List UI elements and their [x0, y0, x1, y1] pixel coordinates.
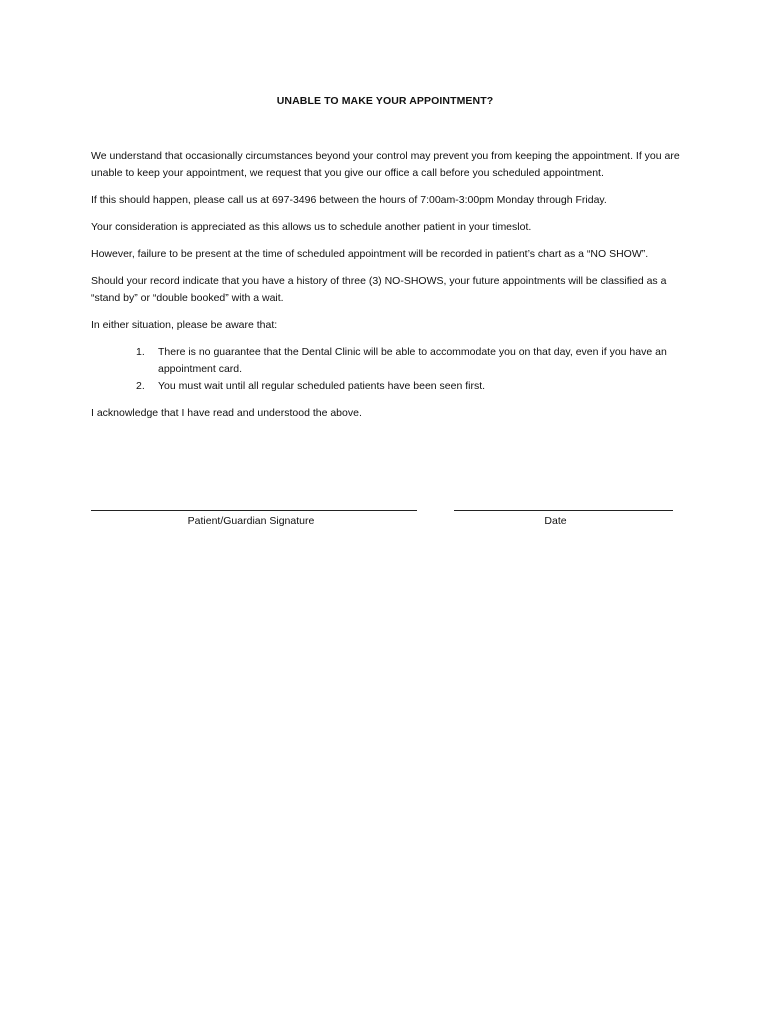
patient-signature-label: Patient/Guardian Signature: [187, 515, 315, 527]
list-item-number: 1.: [136, 346, 145, 358]
date-label: Date: [544, 515, 567, 527]
list-item-text: There is no guarantee that the Dental Clinic will be able to accommodate you on that day, even if you have an appointment card.: [158, 346, 667, 375]
patient-signature-line[interactable]: [91, 510, 417, 511]
signature-block: [0, 496, 770, 536]
document-body: [91, 148, 691, 432]
date-signature-line[interactable]: [454, 510, 673, 511]
list-item-text: You must wait until all regular scheduled patients have been seen first.: [158, 380, 486, 392]
paragraph-call-info: If this should happen, please call us at 697-3496 between the hours of 7:00am-3:00pm Monday through Friday.: [91, 194, 607, 206]
paragraph-intro: We understand that occasionally circumstances beyond your control may prevent you from keeping the appointment. If you are unable to keep your appointment, we request that you give our office a call before you scheduled appointment.: [91, 150, 680, 179]
list-item-number: 2.: [136, 380, 145, 392]
list-item: [91, 344, 691, 378]
paragraph-consideration: Your consideration is appreciated as this allows us to schedule another patient in your timeslot.: [91, 221, 532, 233]
paragraph-no-show: However, failure to be present at the time of scheduled appointment will be recorded in patient’s chart as a “NO SHOW”.: [91, 248, 649, 260]
conditions-list: [91, 344, 691, 395]
paragraph-history: Should your record indicate that you have a history of three (3) NO-SHOWS, your future appointments will be classified as a “stand by” or “double booked” with a wait.: [91, 275, 667, 304]
document-title: UNABLE TO MAKE YOUR APPOINTMENT?: [276, 95, 494, 107]
paragraph-either-situation: In either situation, please be aware that:: [91, 319, 278, 331]
list-item: [91, 378, 691, 395]
acknowledgement-text: I acknowledge that I have read and understood the above.: [91, 407, 362, 419]
